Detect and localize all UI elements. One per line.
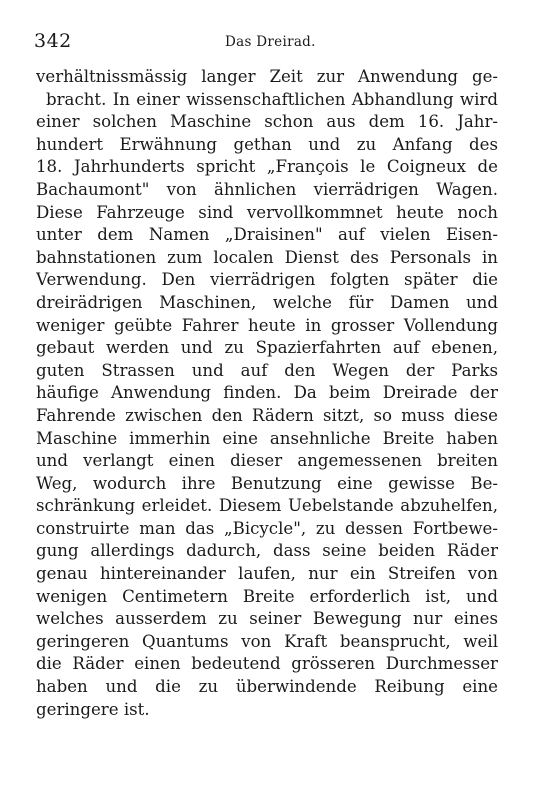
text-line: Diese Fahrzeuge sind vervollkommnet heute noch xyxy=(36,202,498,222)
text-line: und verlangt einen dieser angemessenen breiten xyxy=(36,451,498,471)
text-line: unter dem Namen „Draisinen" auf vielen Eisen- xyxy=(36,225,498,245)
text-line: gung allerdings dadurch, dass seine beiden Räder xyxy=(36,541,498,561)
text-line: Bachaumont" von ähnlichen vierrädrigen Wagen. xyxy=(36,179,498,199)
text-line: Weg, wodurch ihre Benutzung eine gewisse Be- xyxy=(36,473,498,493)
text-line: wenigen Centimetern Breite erforderlich ist, und xyxy=(36,586,498,606)
text-line: die Räder einen bedeutend grösseren Durchmesser xyxy=(36,654,498,674)
running-head: Das Dreirad. xyxy=(225,34,316,50)
text-line: geringeren Quantums von Kraft beansprucht, weil xyxy=(36,631,498,651)
text-line: schränkung erleidet. Diesem Uebelstande abzuhelfen, xyxy=(36,496,498,516)
body-text xyxy=(36,66,498,721)
text-line: geringere ist. xyxy=(36,699,150,719)
text-line: weniger geübte Fahrer heute in grosser Vollendung xyxy=(36,315,498,335)
text-line: dreirädrigen Maschinen, welche für Damen und xyxy=(36,292,498,312)
text-line: 18. Jahrhunderts spricht „François le Coigneux de xyxy=(36,157,498,177)
text-line: construirte man das „Bicycle", zu dessen Fortbewe- xyxy=(36,518,498,538)
text-line: genau hintereinander laufen, nur ein Streifen von xyxy=(36,564,498,584)
text-line: einer solchen Maschine schon aus dem 16. Jahr- xyxy=(36,112,498,132)
text-line: gebaut werden und zu Spazierfahrten auf ebenen, xyxy=(36,338,498,358)
text-line: guten Strassen und auf den Wegen der Parks xyxy=(36,360,498,380)
text-line: Verwendung. Den vierrädrigen folgten später die xyxy=(36,270,498,290)
page-number: 342 xyxy=(34,30,72,52)
text-line: Fahrende zwischen den Rädern sitzt, so muss diese xyxy=(36,405,498,425)
text-line: verhältnissmässig langer Zeit zur Anwendung ge- xyxy=(36,67,498,86)
text-line: haben und die zu überwindende Reibung eine xyxy=(36,677,498,697)
text-line: bahnstationen zum localen Dienst des Personals in xyxy=(36,247,498,267)
text-line: hundert Erwähnung gethan und zu Anfang des xyxy=(36,134,498,154)
text-line: bracht. In einer wissenschaftlichen Abhandlung wird xyxy=(46,89,498,109)
text-line: welches ausserdem zu seiner Bewegung nur eines xyxy=(36,609,498,629)
text-line: häufige Anwendung finden. Da beim Dreirade der xyxy=(36,383,498,403)
text-line: Maschine immerhin eine ansehnliche Breite haben xyxy=(36,428,498,448)
